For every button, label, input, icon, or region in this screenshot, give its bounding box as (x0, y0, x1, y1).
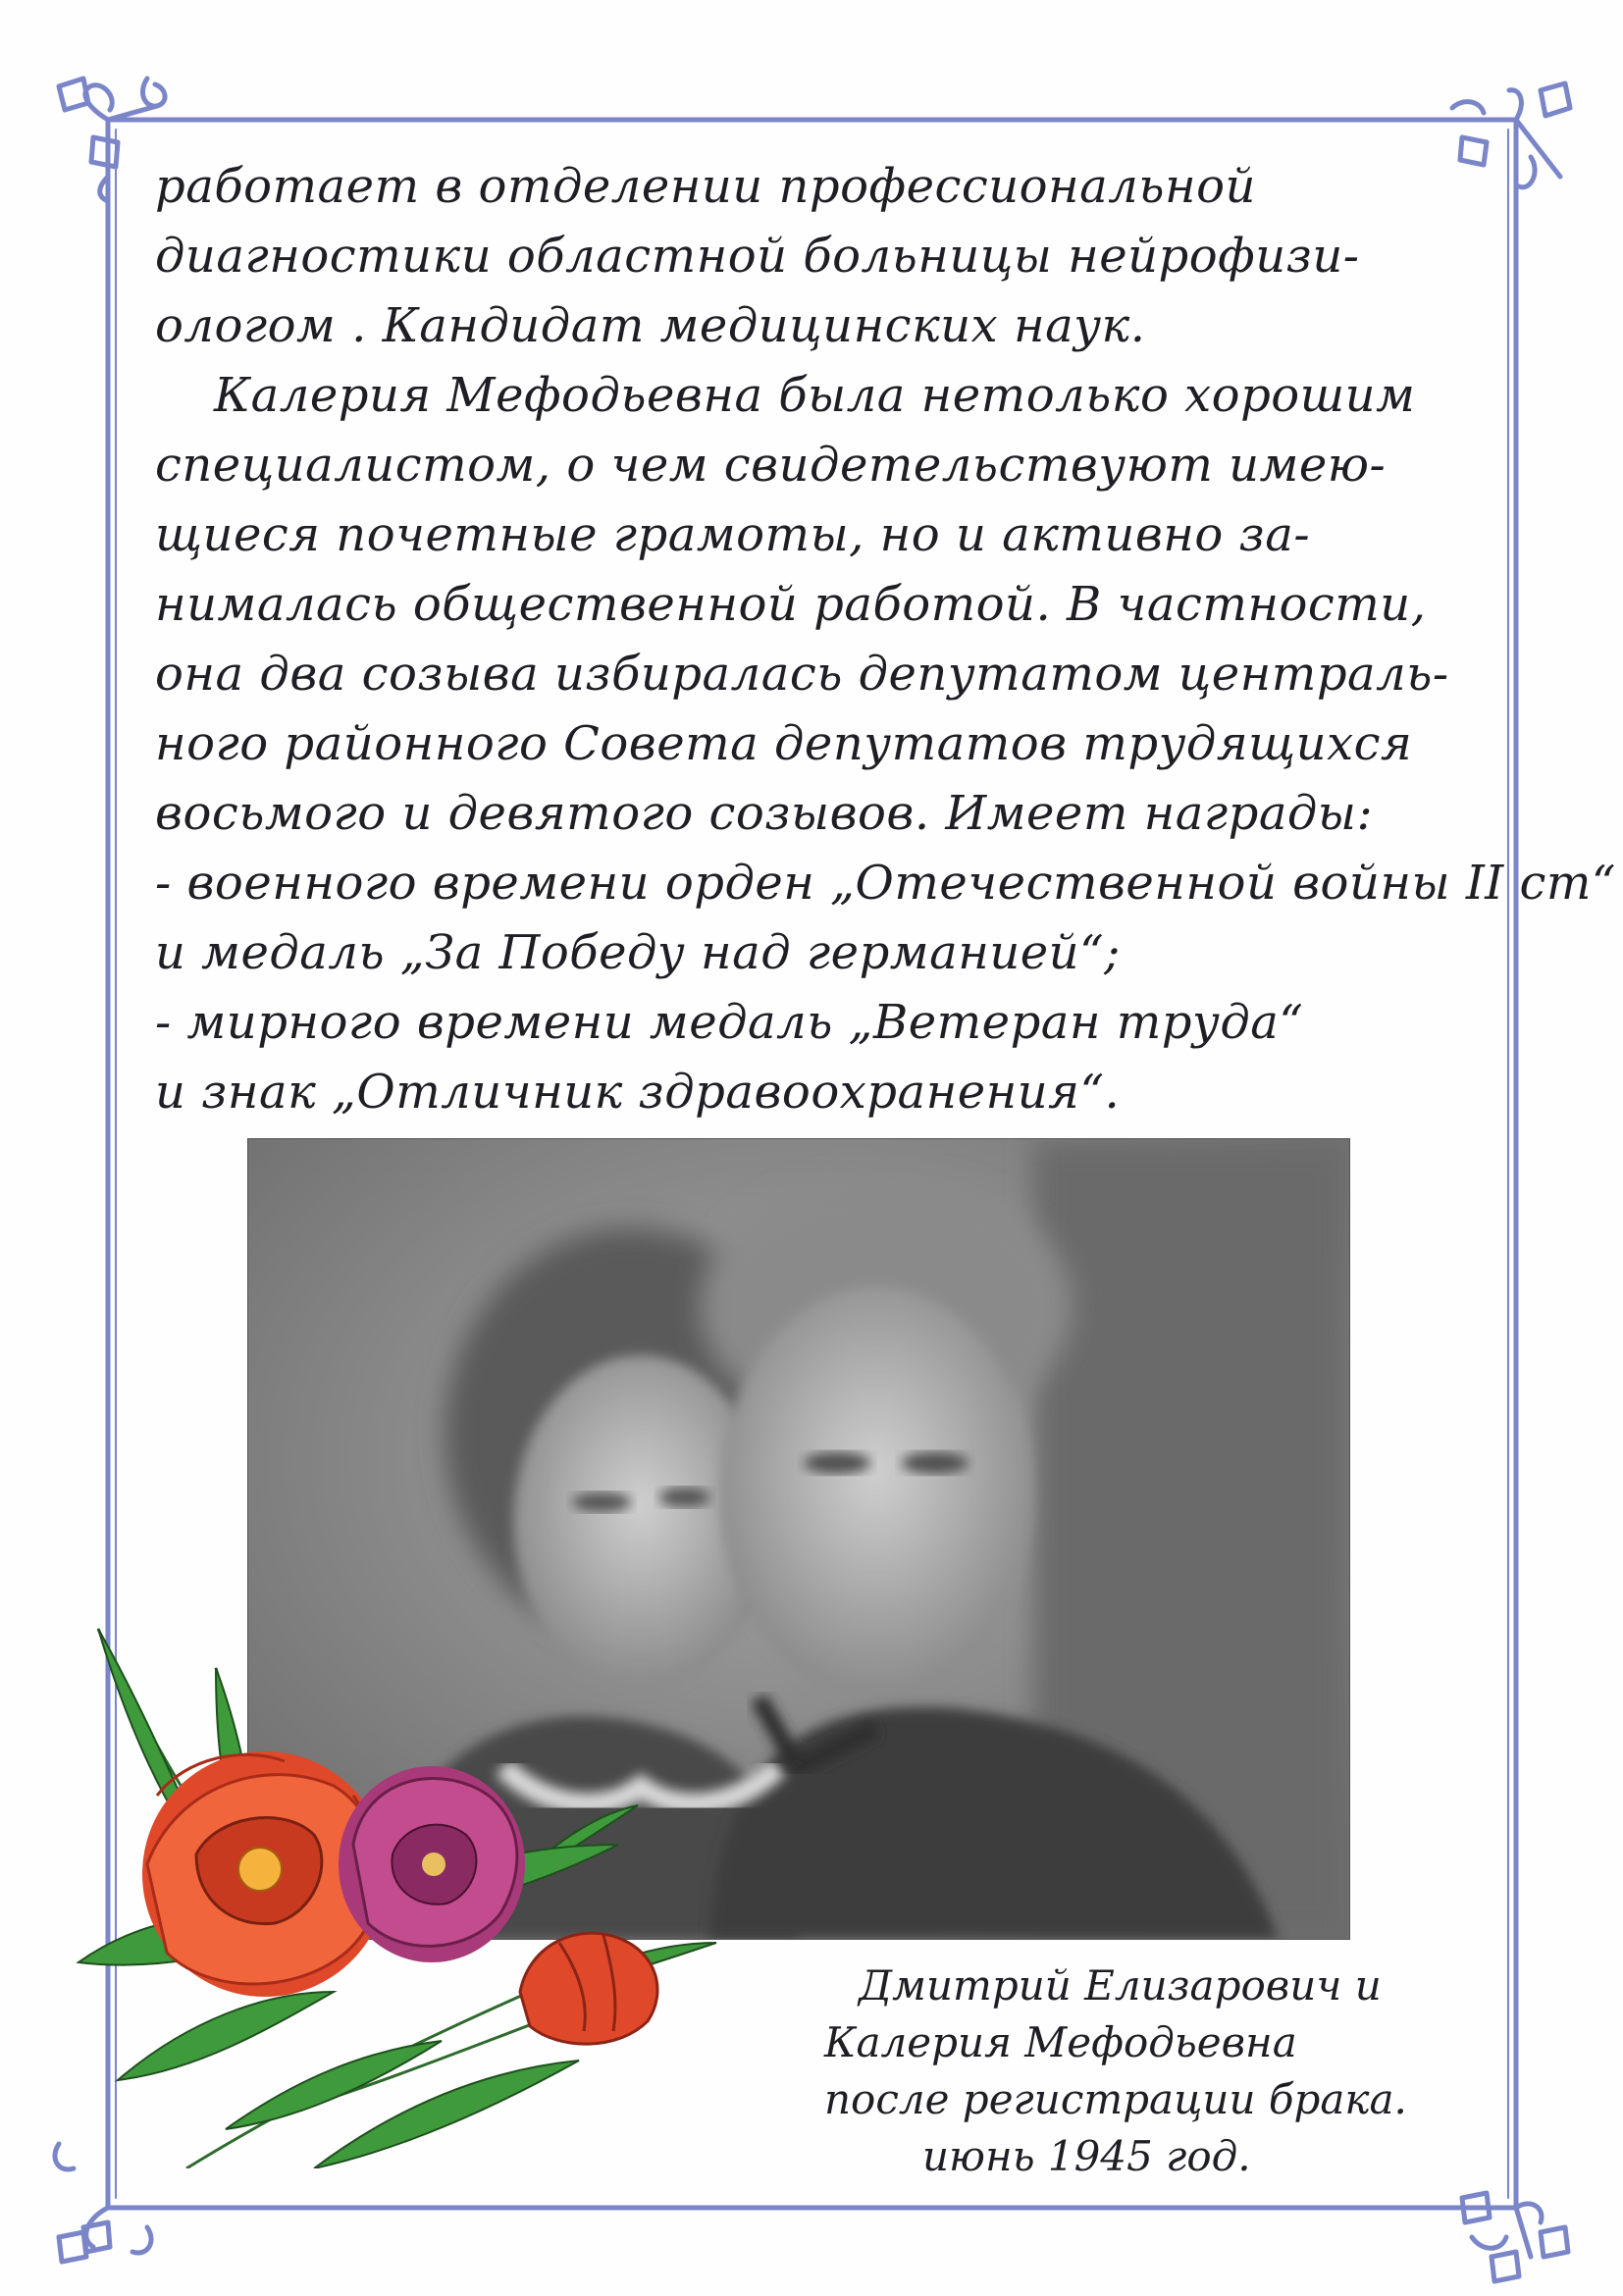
text-line: - военного времени орден „Отечественной войны II ст“ (155, 856, 1616, 911)
text-line: специалистом, о чем свидетельствуют имею- (155, 438, 1387, 493)
text-line: диагностики областной больницы нейрофизи- (155, 229, 1360, 284)
photo-caption (814, 1957, 1501, 2185)
text-line: и знак „Отличник здравоохранения“. (155, 1065, 1121, 1120)
text-line: ного районного Совета депутатов трудящихся (155, 716, 1413, 771)
text-line: - мирного времени медаль „Ветеран труда“ (155, 995, 1304, 1050)
text-line: нималась общественной работой. В частности, (155, 577, 1427, 632)
flower-bouquet-illustration (69, 1619, 873, 2168)
caption-line: после регистрации брака. (824, 2075, 1407, 2123)
caption-line: Калерия Мефодьевна (824, 2018, 1297, 2066)
caption-line: июнь 1945 год. (922, 2132, 1251, 2180)
text-line: она два созыва избиралась депутатом централь- (155, 647, 1449, 702)
text-line: и медаль „За Победу над германией“; (155, 925, 1121, 980)
corner-ornament-icon (59, 78, 165, 201)
text-line: восьмого и девятого созывов. Имеет награды: (155, 786, 1374, 841)
handwritten-text (155, 152, 1616, 1127)
text-line: Калерия Мефодьевна была нетолько хорошим (214, 368, 1416, 423)
text-line: работает в отделении профессиональной (155, 159, 1256, 214)
text-line: щиеся почетные грамоты, но и активно за- (155, 507, 1311, 562)
text-line: ологом . Кандидат медицинских наук. (155, 298, 1146, 353)
caption-line: Дмитрий Елизарович и (859, 1961, 1382, 2009)
